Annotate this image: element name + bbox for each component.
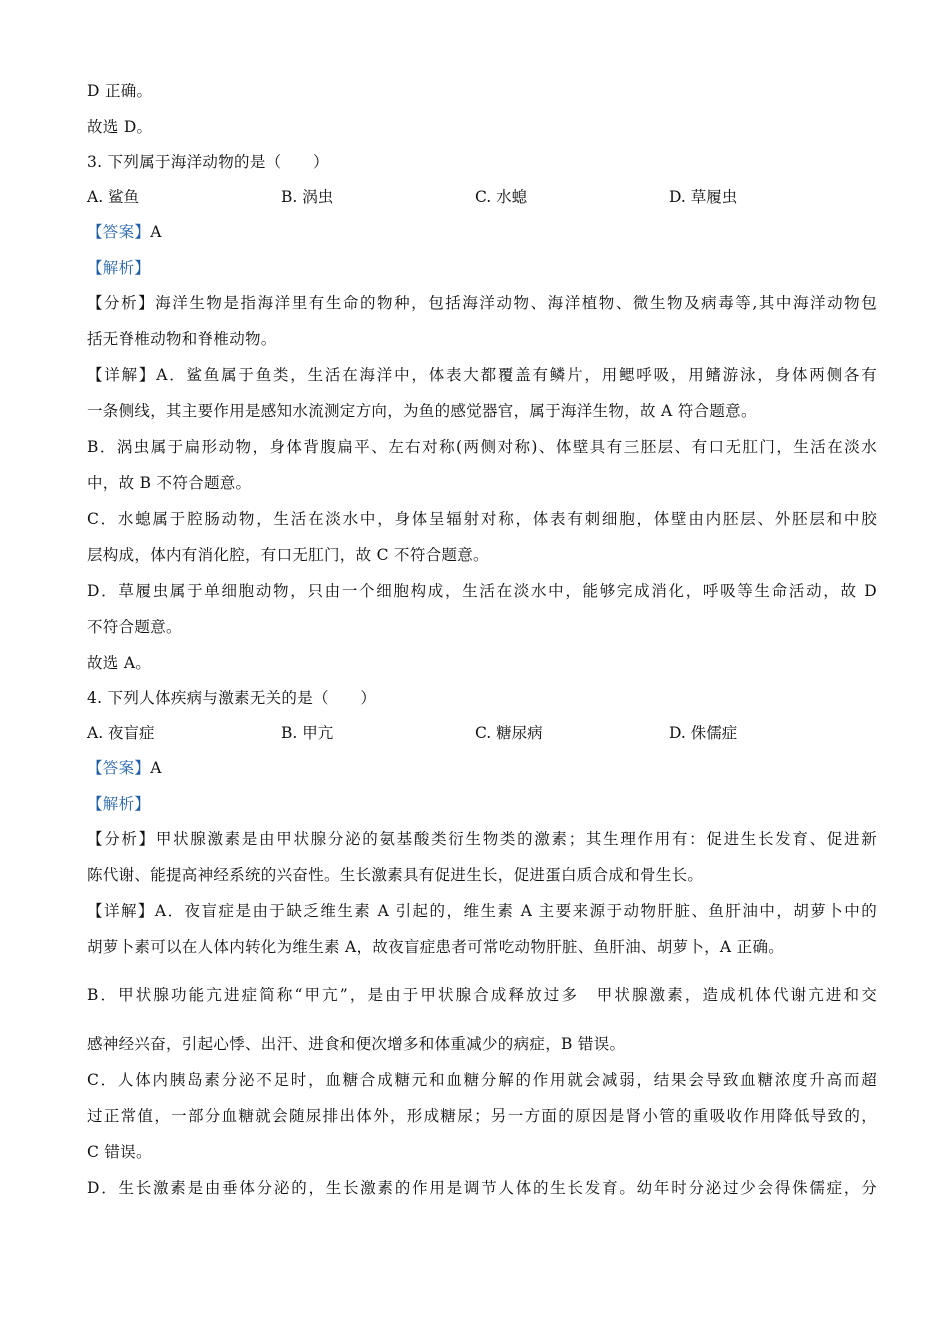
prev-choose-line: 故选 D。: [87, 118, 153, 136]
q3-detail-a-text-1: A．鲨鱼属于鱼类，生活在海洋中，体表大都覆盖有鳞片，用鳃呼吸，用鳍游泳，身体两侧各有: [156, 366, 877, 384]
q3-detail-c-line-1: C．水螅属于腔肠动物，生活在淡水中，身体呈辐射对称，体表有刺细胞，体壁由内胚层、外胚层和中胶: [87, 510, 877, 528]
q3-option-d: D. 草履虫: [669, 188, 738, 206]
q3-detail-d-line-1: D．草履虫属于单细胞动物，只由一个细胞构成，生活在淡水中，能够完成消化，呼吸等生命活动，故 D: [87, 582, 877, 600]
q3-choose-line: 故选 A。: [87, 654, 152, 672]
q3-analysis-tag: 【解析】: [87, 259, 151, 277]
q3-option-a: A. 鲨鱼: [87, 188, 140, 206]
q3-detail-b-line-1: B．涡虫属于扁形动物，身体背腹扁平、左右对称(两侧对称)、体壁具有三胚层、有口无肛门，生活在淡水: [87, 438, 877, 456]
q3-fenxi-text-1: 海洋生物是指海洋里有生命的物种，包括海洋动物、海洋植物、微生物及病毒等,其中海洋动物包: [155, 294, 877, 312]
q4-answer-line: [87, 758, 877, 778]
q4-detail-c-line-2: 过正常值，一部分血糖就会随尿排出体外，形成糖尿；另一方面的原因是肾小管的重吸收作用降低导致的，: [87, 1107, 877, 1125]
q3-detail-c-line-2: 层构成，体内有消化腔，有口无肛门，故 C 不符合题意。: [87, 546, 489, 564]
q3-xiangjie-tag: 【详解】: [87, 366, 157, 384]
q3-fenxi-line-1: [87, 293, 877, 313]
q4-analysis-tag: 【解析】: [87, 795, 151, 813]
q3-option-c: C. 水螅: [475, 188, 528, 206]
q4-fenxi-line-2: 陈代谢、能提高神经系统的兴奋性。生长激素具有促进生长，促进蛋白质合成和骨生长。: [87, 866, 704, 884]
q4-fenxi-text-1: 甲状腺激素是由甲状腺分泌的氨基酸类衍生物类的激素；其生理作用有：促进生长发育、促进新: [155, 830, 878, 848]
q4-xiangjie-tag: 【详解】: [87, 902, 155, 920]
q3-detail-b-line-2: 中，故 B 不符合题意。: [87, 474, 252, 492]
q3-stem: 3. 下列属于海洋动物的是（ ）: [87, 153, 329, 171]
q3-answer-tag: 【答案】: [87, 223, 151, 241]
q4-option-b: B. 甲亢: [281, 724, 334, 742]
q4-detail-b-line-1: B．甲状腺功能亢进症简称“甲亢”，是由于甲状腺合成释放过多 甲状腺激素，造成机体代谢亢进和交: [87, 986, 877, 1004]
q3-answer-line: [87, 222, 877, 242]
prev-conclusion-line: D 正确。: [87, 82, 153, 100]
q3-answer-value: A: [150, 223, 162, 241]
q4-option-d: D. 侏儒症: [669, 724, 738, 742]
q4-detail-c-line-1: C．人体内胰岛素分泌不足时，血糖合成糖元和血糖分解的作用就会减弱，结果会导致血糖浓度升高而超: [87, 1071, 877, 1089]
q4-detail-a-text-1: A．夜盲症是由于缺乏维生素 A 引起的，维生素 A 主要来源于动物肝脏、鱼肝油中，胡萝卜中的: [154, 902, 878, 920]
q4-detail-a-line-1: [87, 901, 877, 921]
q4-detail-a-line-2: 胡萝卜素可以在人体内转化为维生素 A，故夜盲症患者可常吃动物肝脏、鱼肝油、胡萝卜，A 正确。: [87, 938, 785, 956]
q4-stem: 4. 下列人体疾病与激素无关的是（ ）: [87, 689, 377, 707]
q4-detail-b-line-2: 感神经兴奋，引起心悸、出汗、进食和便次增多和体重减少的病症，B 错误。: [87, 1035, 626, 1053]
q4-option-c: C. 糖尿病: [475, 724, 543, 742]
q4-detail-c-line-3: C 错误。: [87, 1143, 152, 1161]
q4-answer-tag: 【答案】: [87, 759, 151, 777]
q3-option-b: B. 涡虫: [281, 188, 334, 206]
q3-fenxi-line-2: 括无脊椎动物和脊椎动物。: [87, 330, 277, 348]
q4-fenxi-tag: 【分析】: [87, 830, 156, 848]
q4-answer-value: A: [150, 759, 162, 777]
q4-option-a: A. 夜盲症: [87, 724, 155, 742]
q3-detail-d-line-2: 不符合题意。: [87, 618, 182, 636]
q4-fenxi-line-1: [87, 829, 877, 849]
q3-fenxi-tag: 【分析】: [87, 294, 156, 312]
q3-detail-a-line-2: 一条侧线，其主要作用是感知水流测定方向，为鱼的感觉器官，属于海洋生物，故 A 符合题意。: [87, 402, 757, 420]
q4-detail-d-line-1: D．生长激素是由垂体分泌的，生长激素的作用是调节人体的生长发育。幼年时分泌过少会得侏儒症，分: [87, 1179, 877, 1197]
q3-detail-a-line-1: [87, 365, 877, 385]
